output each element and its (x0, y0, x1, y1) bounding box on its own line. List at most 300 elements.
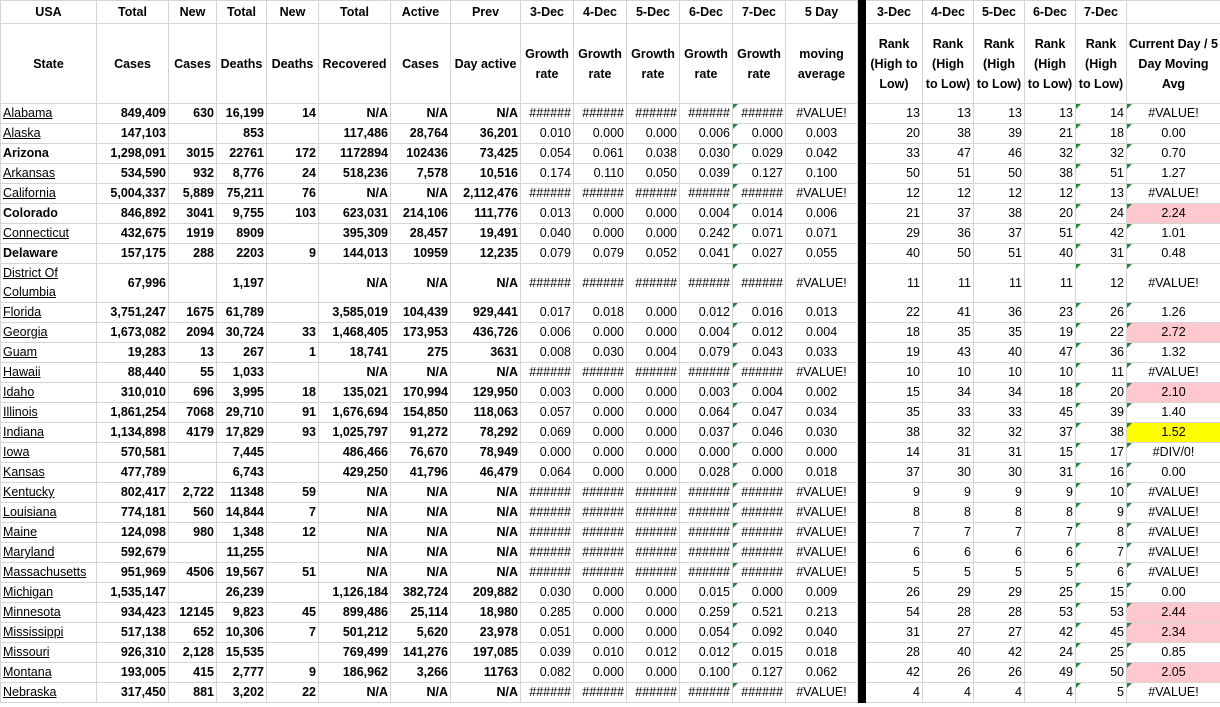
data-cell[interactable]: N/A (319, 363, 391, 383)
data-cell[interactable]: 15 (866, 383, 923, 403)
data-cell[interactable]: 0.029 (733, 144, 786, 164)
data-cell[interactable]: 0.127 (733, 164, 786, 184)
data-cell[interactable]: 144,013 (319, 244, 391, 264)
data-cell[interactable]: 1,134,898 (97, 423, 169, 443)
data-cell[interactable]: N/A (391, 104, 451, 124)
data-cell[interactable]: 623,031 (319, 204, 391, 224)
data-cell[interactable]: 43 (923, 343, 974, 363)
header-cell[interactable]: New (169, 1, 217, 24)
data-cell[interactable]: 0.055 (786, 244, 858, 264)
data-cell[interactable]: 0.050 (627, 164, 680, 184)
data-cell[interactable]: 50 (1076, 663, 1127, 683)
data-cell[interactable]: 31 (1076, 244, 1127, 264)
data-cell[interactable]: 432,675 (97, 224, 169, 244)
data-cell[interactable]: 42 (866, 663, 923, 683)
data-cell[interactable]: N/A (391, 543, 451, 563)
data-cell[interactable]: 0.100 (786, 164, 858, 184)
data-cell[interactable]: 27 (974, 623, 1025, 643)
header-cell[interactable]: 3-Dec (866, 1, 923, 24)
data-cell[interactable]: 46 (974, 144, 1025, 164)
data-cell[interactable]: 0.000 (680, 443, 733, 463)
state-name-cell[interactable]: Alaska (1, 124, 97, 144)
state-name-cell[interactable]: Louisiana (1, 503, 97, 523)
data-cell[interactable]: 7 (866, 523, 923, 543)
state-name-cell[interactable]: Connecticut (1, 224, 97, 244)
data-cell[interactable]: 0.000 (733, 124, 786, 144)
data-cell[interactable]: 1919 (169, 224, 217, 244)
data-cell[interactable]: 13 (974, 104, 1025, 124)
data-cell[interactable]: 51 (923, 164, 974, 184)
data-cell[interactable]: ###### (627, 184, 680, 204)
data-cell[interactable]: N/A (319, 104, 391, 124)
data-cell[interactable]: 9 (1025, 483, 1076, 503)
data-cell[interactable]: #VALUE! (1127, 363, 1220, 383)
data-cell[interactable]: 0.034 (786, 403, 858, 423)
data-cell[interactable]: 11 (1025, 264, 1076, 303)
data-cell[interactable] (267, 363, 319, 383)
data-cell[interactable]: ###### (521, 503, 574, 523)
header-cell[interactable]: Rank (High to Low) (974, 24, 1025, 104)
data-cell[interactable]: 6 (866, 543, 923, 563)
data-cell[interactable] (267, 583, 319, 603)
data-cell[interactable]: 0.242 (680, 224, 733, 244)
data-cell[interactable]: 8909 (217, 224, 267, 244)
data-cell[interactable]: ###### (680, 483, 733, 503)
data-cell[interactable]: 0.004 (627, 343, 680, 363)
data-cell[interactable]: 25 (1025, 583, 1076, 603)
state-name-cell[interactable]: Florida (1, 303, 97, 323)
data-cell[interactable]: 36 (974, 303, 1025, 323)
header-cell[interactable]: Growth rate (627, 24, 680, 104)
data-cell[interactable]: 18 (1025, 383, 1076, 403)
data-cell[interactable]: 26 (866, 583, 923, 603)
data-cell[interactable]: 7 (923, 523, 974, 543)
header-cell[interactable]: Total (319, 1, 391, 24)
data-cell[interactable]: 560 (169, 503, 217, 523)
data-cell[interactable]: 9 (923, 483, 974, 503)
data-cell[interactable]: 0.027 (733, 244, 786, 264)
data-cell[interactable]: 59 (267, 483, 319, 503)
data-cell[interactable]: 12145 (169, 603, 217, 623)
data-cell[interactable]: 10 (1025, 363, 1076, 383)
data-cell[interactable]: 19,567 (217, 563, 267, 583)
data-cell[interactable]: 38 (923, 124, 974, 144)
data-cell[interactable]: 10 (974, 363, 1025, 383)
data-cell[interactable]: #VALUE! (786, 683, 858, 703)
data-cell[interactable]: 1.40 (1127, 403, 1220, 423)
data-cell[interactable]: 50 (974, 164, 1025, 184)
data-cell[interactable]: 1,197 (217, 264, 267, 303)
data-cell[interactable]: 28 (866, 643, 923, 663)
data-cell[interactable]: 0.057 (521, 403, 574, 423)
data-cell[interactable]: 0.000 (733, 583, 786, 603)
data-cell[interactable]: 38 (1076, 423, 1127, 443)
data-cell[interactable] (169, 543, 217, 563)
data-cell[interactable]: ###### (627, 683, 680, 703)
data-cell[interactable]: 13 (1025, 104, 1076, 124)
data-cell[interactable]: 75,211 (217, 184, 267, 204)
header-cell[interactable]: 5-Dec (974, 1, 1025, 24)
header-cell[interactable]: 7-Dec (1076, 1, 1127, 24)
data-cell[interactable]: 0.00 (1127, 583, 1220, 603)
data-cell[interactable]: 11 (866, 264, 923, 303)
data-cell[interactable]: ###### (521, 363, 574, 383)
data-cell[interactable]: 696 (169, 383, 217, 403)
data-cell[interactable]: 0.061 (574, 144, 627, 164)
header-cell[interactable]: 6-Dec (1025, 1, 1076, 24)
state-name-cell[interactable]: Kansas (1, 463, 97, 483)
data-cell[interactable]: 13 (923, 104, 974, 124)
header-cell[interactable]: Total (217, 1, 267, 24)
data-cell[interactable]: 37 (974, 224, 1025, 244)
data-cell[interactable]: 5 (1025, 563, 1076, 583)
data-cell[interactable]: 0.70 (1127, 144, 1220, 164)
data-cell[interactable]: 50 (866, 164, 923, 184)
data-cell[interactable]: #VALUE! (1127, 483, 1220, 503)
data-cell[interactable]: 0.003 (680, 383, 733, 403)
data-cell[interactable]: 91,272 (391, 423, 451, 443)
data-cell[interactable]: ###### (574, 264, 627, 303)
state-name-cell[interactable]: Michigan (1, 583, 97, 603)
data-cell[interactable]: 4 (866, 683, 923, 703)
data-cell[interactable]: 849,409 (97, 104, 169, 124)
data-cell[interactable]: N/A (451, 503, 521, 523)
data-cell[interactable]: 39 (1076, 403, 1127, 423)
data-cell[interactable]: 0.000 (627, 443, 680, 463)
data-cell[interactable]: 0.039 (521, 643, 574, 663)
data-cell[interactable]: 14 (866, 443, 923, 463)
data-cell[interactable]: 91 (267, 403, 319, 423)
data-cell[interactable]: 17 (1076, 443, 1127, 463)
data-cell[interactable]: 20 (1076, 383, 1127, 403)
data-cell[interactable]: 0.006 (786, 204, 858, 224)
header-cell[interactable]: 4-Dec (574, 1, 627, 24)
data-cell[interactable]: #VALUE! (1127, 523, 1220, 543)
data-cell[interactable]: 980 (169, 523, 217, 543)
data-cell[interactable]: 36 (1076, 343, 1127, 363)
data-cell[interactable]: 0.100 (680, 663, 733, 683)
data-cell[interactable]: 0.000 (733, 463, 786, 483)
data-cell[interactable]: 173,953 (391, 323, 451, 343)
data-cell[interactable]: #VALUE! (1127, 184, 1220, 204)
data-cell[interactable]: 501,212 (319, 623, 391, 643)
header-cell[interactable]: Rank (High to Low) (1025, 24, 1076, 104)
data-cell[interactable]: ###### (680, 104, 733, 124)
header-cell[interactable]: Active (391, 1, 451, 24)
data-cell[interactable]: 11 (1076, 363, 1127, 383)
data-cell[interactable]: 34 (923, 383, 974, 403)
data-cell[interactable]: 630 (169, 104, 217, 124)
state-name-cell[interactable]: Minnesota (1, 603, 97, 623)
data-cell[interactable]: 40 (923, 643, 974, 663)
data-cell[interactable]: 31 (974, 443, 1025, 463)
header-cell[interactable]: Current Day / 5 Day Moving Avg (1127, 24, 1220, 104)
data-cell[interactable]: 9 (267, 244, 319, 264)
header-cell[interactable]: 4-Dec (923, 1, 974, 24)
data-cell[interactable]: ###### (521, 264, 574, 303)
data-cell[interactable]: 73,425 (451, 144, 521, 164)
data-cell[interactable]: 24 (1076, 204, 1127, 224)
data-cell[interactable]: 0.018 (574, 303, 627, 323)
data-cell[interactable] (169, 264, 217, 303)
data-cell[interactable]: 4506 (169, 563, 217, 583)
state-name-cell[interactable]: Massachusetts (1, 563, 97, 583)
data-cell[interactable]: ###### (574, 503, 627, 523)
data-cell[interactable]: 0.213 (786, 603, 858, 623)
data-cell[interactable]: 9,755 (217, 204, 267, 224)
data-cell[interactable]: 10 (866, 363, 923, 383)
data-cell[interactable]: 10,516 (451, 164, 521, 184)
data-cell[interactable]: N/A (391, 363, 451, 383)
data-cell[interactable]: 22 (1076, 323, 1127, 343)
data-cell[interactable]: 18 (866, 323, 923, 343)
data-cell[interactable]: 26,239 (217, 583, 267, 603)
data-cell[interactable]: N/A (391, 683, 451, 703)
data-cell[interactable]: N/A (451, 363, 521, 383)
data-cell[interactable]: 802,417 (97, 483, 169, 503)
state-name-cell[interactable]: Colorado (1, 204, 97, 224)
data-cell[interactable]: 1 (267, 343, 319, 363)
data-cell[interactable]: 853 (217, 124, 267, 144)
data-cell[interactable] (169, 463, 217, 483)
data-cell[interactable]: 55 (169, 363, 217, 383)
data-cell[interactable]: 0.000 (574, 603, 627, 623)
state-name-cell[interactable]: Georgia (1, 323, 97, 343)
data-cell[interactable]: ###### (574, 523, 627, 543)
data-cell[interactable]: 0.000 (627, 583, 680, 603)
data-cell[interactable]: 6 (974, 543, 1025, 563)
data-cell[interactable]: 11,255 (217, 543, 267, 563)
data-cell[interactable]: 0.000 (627, 303, 680, 323)
data-cell[interactable]: 117,486 (319, 124, 391, 144)
state-name-cell[interactable]: Mississippi (1, 623, 97, 643)
data-cell[interactable]: #VALUE! (1127, 104, 1220, 124)
data-cell[interactable]: ###### (574, 483, 627, 503)
data-cell[interactable]: 7 (1025, 523, 1076, 543)
data-cell[interactable]: 0.010 (521, 124, 574, 144)
data-cell[interactable]: 477,789 (97, 463, 169, 483)
data-cell[interactable]: 0.00 (1127, 124, 1220, 144)
data-cell[interactable]: 8 (866, 503, 923, 523)
data-cell[interactable]: 17,829 (217, 423, 267, 443)
data-cell[interactable]: 0.003 (521, 383, 574, 403)
data-cell[interactable]: 0.000 (627, 403, 680, 423)
data-cell[interactable]: 16 (1076, 463, 1127, 483)
state-name-cell[interactable]: Nebraska (1, 683, 97, 703)
data-cell[interactable]: 157,175 (97, 244, 169, 264)
data-cell[interactable]: 10 (923, 363, 974, 383)
data-cell[interactable]: 0.069 (521, 423, 574, 443)
data-cell[interactable]: N/A (319, 483, 391, 503)
data-cell[interactable]: 0.000 (574, 403, 627, 423)
data-cell[interactable]: 11 (923, 264, 974, 303)
data-cell[interactable]: 22 (866, 303, 923, 323)
data-cell[interactable]: 0.000 (574, 623, 627, 643)
header-cell[interactable]: Cases (169, 24, 217, 104)
data-cell[interactable]: #VALUE! (786, 563, 858, 583)
data-cell[interactable]: 0.028 (680, 463, 733, 483)
data-cell[interactable]: 40 (1025, 244, 1076, 264)
data-cell[interactable]: 111,776 (451, 204, 521, 224)
data-cell[interactable]: 4 (974, 683, 1025, 703)
data-cell[interactable]: N/A (391, 503, 451, 523)
state-name-cell[interactable]: Maryland (1, 543, 97, 563)
data-cell[interactable] (267, 643, 319, 663)
data-cell[interactable] (267, 124, 319, 144)
data-cell[interactable]: 19,491 (451, 224, 521, 244)
data-cell[interactable]: 1,126,184 (319, 583, 391, 603)
data-cell[interactable]: 28 (974, 603, 1025, 623)
data-cell[interactable]: 0.000 (574, 204, 627, 224)
data-cell[interactable]: 0.012 (627, 643, 680, 663)
data-cell[interactable]: 429,250 (319, 463, 391, 483)
header-cell[interactable]: moving average (786, 24, 858, 104)
data-cell[interactable]: ###### (680, 523, 733, 543)
data-cell[interactable]: 267 (217, 343, 267, 363)
data-cell[interactable]: ###### (627, 523, 680, 543)
data-cell[interactable]: 42 (1025, 623, 1076, 643)
data-cell[interactable]: 9 (866, 483, 923, 503)
data-cell[interactable]: 0.000 (627, 623, 680, 643)
data-cell[interactable]: 10959 (391, 244, 451, 264)
data-cell[interactable]: N/A (391, 523, 451, 543)
data-cell[interactable]: 4 (923, 683, 974, 703)
data-cell[interactable]: 3,585,019 (319, 303, 391, 323)
state-name-cell[interactable]: Arkansas (1, 164, 97, 184)
data-cell[interactable]: 1,033 (217, 363, 267, 383)
data-cell[interactable]: 29 (974, 583, 1025, 603)
data-cell[interactable]: 4 (1025, 683, 1076, 703)
header-cell[interactable]: USA (1, 1, 97, 24)
data-cell[interactable]: 41,796 (391, 463, 451, 483)
data-cell[interactable]: 0.000 (627, 463, 680, 483)
data-cell[interactable]: 0.004 (733, 383, 786, 403)
data-cell[interactable] (169, 443, 217, 463)
data-cell[interactable]: 0.043 (733, 343, 786, 363)
header-cell[interactable]: Growth rate (521, 24, 574, 104)
data-cell[interactable]: N/A (451, 104, 521, 124)
data-cell[interactable]: 170,994 (391, 383, 451, 403)
data-cell[interactable]: 2.34 (1127, 623, 1220, 643)
data-cell[interactable]: 0.012 (733, 323, 786, 343)
data-cell[interactable]: 0.054 (521, 144, 574, 164)
data-cell[interactable]: 2.05 (1127, 663, 1220, 683)
header-cell[interactable]: Cases (97, 24, 169, 104)
header-cell[interactable]: 6-Dec (680, 1, 733, 24)
data-cell[interactable]: N/A (319, 264, 391, 303)
data-cell[interactable]: N/A (319, 543, 391, 563)
data-cell[interactable]: N/A (319, 503, 391, 523)
header-cell[interactable]: 5 Day (786, 1, 858, 24)
data-cell[interactable]: 846,892 (97, 204, 169, 224)
data-cell[interactable]: N/A (391, 184, 451, 204)
data-cell[interactable]: 6 (1076, 563, 1127, 583)
data-cell[interactable]: 382,724 (391, 583, 451, 603)
data-cell[interactable]: 9 (267, 663, 319, 683)
data-cell[interactable]: 0.064 (521, 463, 574, 483)
data-cell[interactable]: #VALUE! (786, 104, 858, 124)
header-cell[interactable]: Prev (451, 1, 521, 24)
data-cell[interactable]: 67,996 (97, 264, 169, 303)
data-cell[interactable]: 1675 (169, 303, 217, 323)
data-cell[interactable]: 3,995 (217, 383, 267, 403)
data-cell[interactable]: 0.030 (574, 343, 627, 363)
data-cell[interactable]: 0.037 (680, 423, 733, 443)
data-cell[interactable]: 11 (974, 264, 1025, 303)
data-cell[interactable]: 29 (923, 583, 974, 603)
data-cell[interactable]: ###### (574, 104, 627, 124)
data-cell[interactable]: 0.002 (786, 383, 858, 403)
data-cell[interactable]: 0.047 (733, 403, 786, 423)
data-cell[interactable]: 51 (1076, 164, 1127, 184)
data-cell[interactable]: 32 (1076, 144, 1127, 164)
data-cell[interactable]: ###### (733, 563, 786, 583)
data-cell[interactable]: 12,235 (451, 244, 521, 264)
data-cell[interactable]: 0.018 (786, 463, 858, 483)
data-cell[interactable]: 18 (267, 383, 319, 403)
data-cell[interactable]: 14 (267, 104, 319, 124)
data-cell[interactable]: 0.000 (574, 383, 627, 403)
data-cell[interactable]: 51 (1025, 224, 1076, 244)
data-cell[interactable]: 10,306 (217, 623, 267, 643)
data-cell[interactable]: 1,468,405 (319, 323, 391, 343)
data-cell[interactable]: 118,063 (451, 403, 521, 423)
data-cell[interactable]: 317,450 (97, 683, 169, 703)
header-cell[interactable] (1127, 1, 1220, 24)
header-cell[interactable]: Deaths (267, 24, 319, 104)
data-cell[interactable]: 35 (923, 323, 974, 343)
data-cell[interactable]: 76 (267, 184, 319, 204)
data-cell[interactable]: 0.040 (521, 224, 574, 244)
data-cell[interactable]: #VALUE! (1127, 563, 1220, 583)
data-cell[interactable]: 154,850 (391, 403, 451, 423)
data-cell[interactable]: 929,441 (451, 303, 521, 323)
data-cell[interactable]: 26 (1076, 303, 1127, 323)
data-cell[interactable]: 0.000 (733, 443, 786, 463)
data-cell[interactable]: 415 (169, 663, 217, 683)
state-name-cell[interactable]: Missouri (1, 643, 97, 663)
header-cell[interactable]: Day active (451, 24, 521, 104)
data-cell[interactable]: #DIV/0! (1127, 443, 1220, 463)
data-cell[interactable]: 7068 (169, 403, 217, 423)
data-cell[interactable]: 9 (1076, 503, 1127, 523)
header-cell[interactable]: Growth rate (733, 24, 786, 104)
data-cell[interactable]: 0.000 (574, 124, 627, 144)
separator-column[interactable] (858, 24, 866, 104)
data-cell[interactable] (267, 443, 319, 463)
data-cell[interactable]: 0.030 (521, 583, 574, 603)
state-name-cell[interactable]: Iowa (1, 443, 97, 463)
data-cell[interactable]: 12 (866, 184, 923, 204)
state-name-cell[interactable]: Guam (1, 343, 97, 363)
data-cell[interactable]: 0.014 (733, 204, 786, 224)
data-cell[interactable]: 2,722 (169, 483, 217, 503)
data-cell[interactable]: #VALUE! (786, 483, 858, 503)
data-cell[interactable]: 7,445 (217, 443, 267, 463)
data-cell[interactable] (169, 583, 217, 603)
data-cell[interactable]: 2,112,476 (451, 184, 521, 204)
data-cell[interactable]: 35 (974, 323, 1025, 343)
data-cell[interactable]: 0.008 (521, 343, 574, 363)
data-cell[interactable]: 0.000 (627, 663, 680, 683)
data-cell[interactable]: ###### (574, 363, 627, 383)
data-cell[interactable]: 1.52 (1127, 423, 1220, 443)
data-cell[interactable]: 0.000 (574, 323, 627, 343)
data-cell[interactable]: 6 (923, 543, 974, 563)
data-cell[interactable]: #VALUE! (786, 264, 858, 303)
data-cell[interactable]: 0.009 (786, 583, 858, 603)
data-cell[interactable]: 3631 (451, 343, 521, 363)
